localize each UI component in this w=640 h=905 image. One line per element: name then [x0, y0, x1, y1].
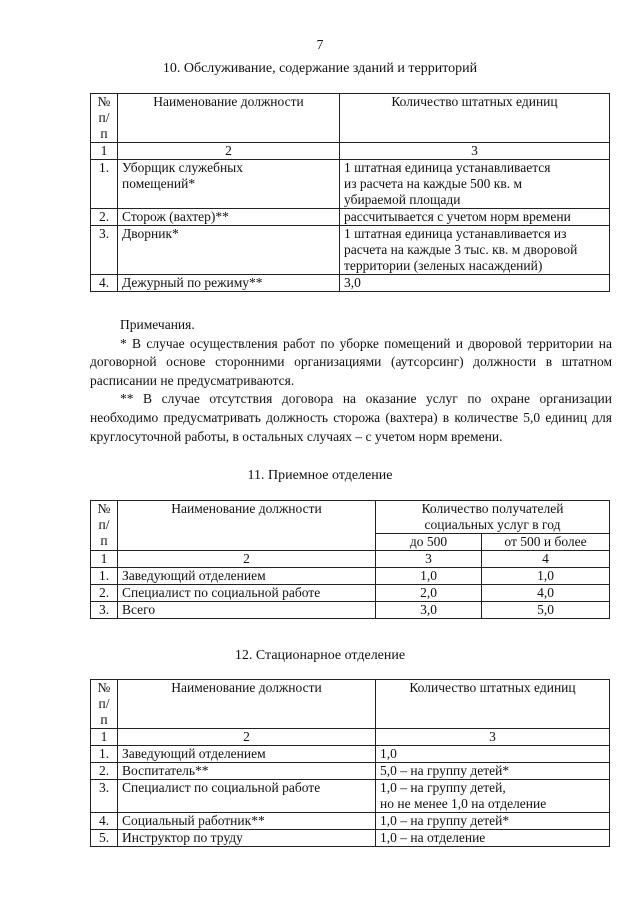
table-row [91, 813, 610, 830]
row-position: Воспитатель** [118, 763, 376, 780]
header-num: № п/п [91, 94, 118, 143]
note-2: ** В случае отсутствия договора на оказание услуг по охране организации необходимо предусматривать должность сторожа (вахтера) в количестве 5,0 единиц для круглосуточной работы, в остальных случаях – с учетом норм времени. [90, 391, 612, 444]
table-row [91, 763, 610, 780]
section-11-title: 11. Приемное отделение [247, 468, 393, 483]
row-num: 1. [91, 568, 118, 585]
index-cell: 2 [118, 551, 376, 568]
section-11-table [90, 500, 610, 619]
header-position: Наименование должности [118, 94, 340, 143]
row-value-under-500: 1,0 [376, 568, 482, 585]
row-quantity: 1,0 [376, 746, 610, 763]
row-num: 3. [91, 602, 118, 619]
section-10-title: 10. Обслуживание, содержание зданий и территорий [162, 61, 478, 76]
index-cell: 3 [376, 729, 610, 746]
table-index-row [91, 143, 610, 160]
row-quantity: 1 штатная единица устанавливается из расчета на каждые 500 кв. м убираемой площади [340, 160, 610, 209]
table-row [91, 226, 610, 275]
index-cell: 1 [91, 143, 118, 160]
table-header-row [91, 94, 610, 143]
header-position: Наименование должности [118, 680, 376, 729]
subheader-500-plus: от 500 и более [482, 534, 610, 551]
row-value-under-500: 3,0 [376, 602, 482, 619]
index-cell: 3 [340, 143, 610, 160]
row-position: Заведующий отделением [118, 746, 376, 763]
index-cell: 1 [91, 729, 118, 746]
row-num: 4. [91, 275, 118, 292]
table-row [91, 568, 610, 585]
page-number: 7 [316, 37, 324, 52]
row-num: 3. [91, 226, 118, 275]
table-row [91, 830, 610, 847]
row-quantity: 1,0 – на группу детей* [376, 813, 610, 830]
row-quantity: 1 штатная единица устанавливается из расчета на каждые 3 тыс. кв. м дворовой территории (зеленых насаждений) [340, 226, 610, 275]
row-num: 1. [91, 746, 118, 763]
table-row [91, 585, 610, 602]
table-row [91, 602, 610, 619]
row-position: Уборщик служебных помещений* [118, 160, 340, 209]
table-header-row [91, 501, 610, 534]
row-quantity: рассчитывается с учетом норм времени [340, 209, 610, 226]
row-position: Специалист по социальной работе [118, 780, 376, 813]
row-num: 1. [91, 160, 118, 209]
notes-block [90, 316, 612, 446]
table-row [91, 160, 610, 209]
row-num: 2. [91, 209, 118, 226]
table-header-row [91, 680, 610, 729]
row-position: Инструктор по труду [118, 830, 376, 847]
index-cell: 1 [91, 551, 118, 568]
row-quantity: 3,0 [340, 275, 610, 292]
row-position: Дежурный по режиму** [118, 275, 340, 292]
header-quantity: Количество штатных единиц [376, 680, 610, 729]
row-value-500-plus: 1,0 [482, 568, 610, 585]
section-12-table [90, 679, 610, 847]
header-recipients: Количество получателей социальных услуг в год [376, 501, 610, 534]
section-10-table [90, 93, 610, 292]
row-value-500-plus: 4,0 [482, 585, 610, 602]
row-position: Дворник* [118, 226, 340, 275]
header-num: № п/п [91, 501, 118, 551]
row-quantity: 5,0 – на группу детей* [376, 763, 610, 780]
index-cell: 2 [118, 143, 340, 160]
table-row [91, 209, 610, 226]
row-position: Сторож (вахтер)** [118, 209, 340, 226]
row-num: 4. [91, 813, 118, 830]
table-index-row [91, 729, 610, 746]
notes-title: Примечания. [120, 317, 195, 332]
row-quantity: 1,0 – на отделение [376, 830, 610, 847]
subheader-under-500: до 500 [376, 534, 482, 551]
section-12-title: 12. Стационарное отделение [234, 648, 406, 663]
row-position: Социальный работник** [118, 813, 376, 830]
row-num: 3. [91, 780, 118, 813]
row-position: Всего [118, 602, 376, 619]
row-position: Заведующий отделением [118, 568, 376, 585]
note-1: * В случае осуществления работ по уборке помещений и дворовой территории на договорной основе сторонними организациями (аутсорсинг) должности в штатном расписании не предусматриваются. [90, 335, 612, 388]
row-quantity: 1,0 – на группу детей, но не менее 1,0 на отделение [376, 780, 610, 813]
row-value-under-500: 2,0 [376, 585, 482, 602]
header-num: № п/п [91, 680, 118, 729]
header-position: Наименование должности [118, 501, 376, 551]
header-quantity: Количество штатных единиц [340, 94, 610, 143]
index-cell: 3 [376, 551, 482, 568]
index-cell: 4 [482, 551, 610, 568]
table-row [91, 780, 610, 813]
row-num: 5. [91, 830, 118, 847]
row-value-500-plus: 5,0 [482, 602, 610, 619]
index-cell: 2 [118, 729, 376, 746]
table-row [91, 275, 610, 292]
row-num: 2. [91, 585, 118, 602]
table-row [91, 746, 610, 763]
table-index-row [91, 551, 610, 568]
row-num: 2. [91, 763, 118, 780]
row-position: Специалист по социальной работе [118, 585, 376, 602]
